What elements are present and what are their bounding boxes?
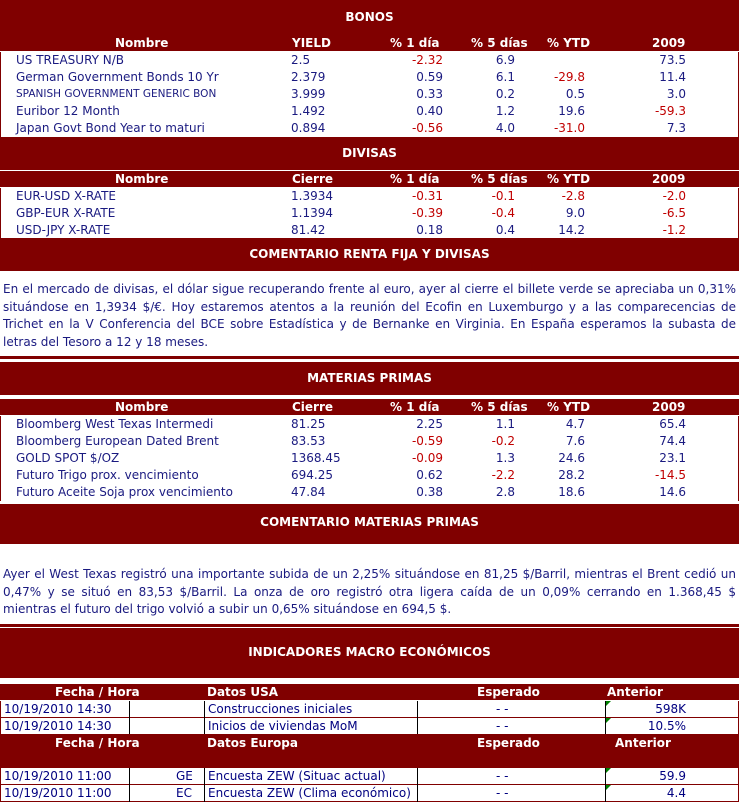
cell-name: GOLD SPOT $/OZ [16,451,120,465]
cell-v4: 14.2 [558,223,585,237]
col-ytd: % YTD [547,400,591,414]
divisas-header-row [0,171,739,187]
comment-marker-icon [606,785,611,790]
cell-divider [204,785,205,802]
cell-v5: -2.0 [662,189,686,203]
table-row [0,433,739,450]
cell-fecha: 10/19/2010 11:00 [4,769,112,783]
cell-v3: -2.2 [491,468,515,482]
cell-v2: 0.38 [416,485,443,499]
col-cierre: Cierre [292,400,334,414]
cell-v1: 1.1394 [291,206,333,220]
cell-v1: 2.379 [291,70,326,84]
cell-dato: Encuesta ZEW (Clima económico) [208,786,411,800]
cell-v2: 0.62 [416,468,443,482]
cell-divider [417,701,418,718]
cell-v4: -2.8 [561,189,585,203]
comentario-renta-text: En el mercado de divisas, el dólar sigue recuperando frente al euro, ayer al cierre el billete verde se apreciaba un 0,31% situándose en 1,3934 $/€. Hoy estaremos atentos a la reunión del Ecofin en Luxemburgo y a las comparecencias de Trichet en la V Conferencia del BCE sobre Estadística y de Bernanke en Virginia. En España esperamos la subasta de letras del Tesoro a 12 y 18 meses. [3,282,736,349]
cell-v1: 81.25 [291,417,326,431]
cell-v4: 7.6 [565,434,585,448]
col-cierre: Cierre [292,172,334,186]
cell-v4: -29.8 [553,70,585,84]
cell-v5: -59.3 [654,104,686,118]
cell-v5: 65.4 [659,417,686,431]
divisas-title-band: DIVISAS [0,137,739,170]
macro-title-band: INDICADORES MACRO ECONÓMICOS [0,628,739,678]
col-1dia: % 1 día [390,172,440,186]
cell-v1: 1.492 [291,104,326,118]
cell-v2: 0.59 [416,70,443,84]
table-row [0,205,739,222]
cell-anterior: 598K [655,702,686,716]
cell-v4: 24.6 [558,451,585,465]
macro-usa-header-row [0,684,739,700]
section-separator [0,624,739,627]
cell-v2: 2.25 [416,417,443,431]
col-anterior: Anterior [615,736,671,750]
col-ytd: % YTD [547,36,591,50]
cell-anterior: 4.4 [666,786,686,800]
cell-v5: 23.1 [659,451,686,465]
cell-v5: -1.2 [662,223,686,237]
cell-v3: 2.8 [495,485,515,499]
cell-v2: -2.32 [411,53,443,67]
cell-dato: Inicios de viviendas MoM [208,719,358,733]
cell-name: Euribor 12 Month [16,104,120,118]
table-row [0,416,739,433]
cell-pais: GE [176,769,193,783]
col-2009: 2009 [652,36,686,50]
cell-pais: EC [176,786,192,800]
col-5dias: % 5 días [471,36,528,50]
comment-marker-icon [606,718,611,723]
cell-divider [204,718,205,735]
cell-v2: -0.39 [411,206,443,220]
col-ytd: % YTD [547,172,591,186]
cell-dato: Construcciones iniciales [208,702,353,716]
cell-v5: -14.5 [654,468,686,482]
cell-v1: 81.42 [291,223,326,237]
cell-v3: -0.1 [491,189,515,203]
cell-v3: -0.2 [491,434,515,448]
cell-v4: 18.6 [558,485,585,499]
cell-v5: 14.6 [659,485,686,499]
table-row [0,103,739,120]
table-row [0,69,739,86]
col-yield: YIELD [292,36,331,50]
table-row [0,120,739,137]
cell-v4: 4.7 [565,417,585,431]
cell-name: Futuro Aceite Soja prox vencimiento [16,485,233,499]
cell-divider [129,768,130,785]
cell-name: GBP-EUR X-RATE [16,206,116,220]
cell-v2: 0.18 [416,223,443,237]
comentario-materias-text: Ayer el West Texas registró una importante subida de un 2,25% situándose en 81,25 $/Barril, mientras el Brent cedió un 0,47% y se situó en 83,53 $/Barril. La onza de oro registró otra ligera caída de un 0,09% cerrando en 1.368,45 $ mientras el futuro del trigo volvió a subir un 0,65% situándose en 694,5 $. [3,567,736,616]
macro-row [0,785,739,802]
macro-row [0,701,739,718]
cell-dato: Encuesta ZEW (Situac actual) [208,769,386,783]
col-2009: 2009 [652,172,686,186]
cell-v3: 6.9 [495,53,515,67]
table-row [0,86,739,103]
col-1dia: % 1 día [390,400,440,414]
cell-name: USD-JPY X-RATE [16,223,111,237]
cell-v1: 694.25 [291,468,333,482]
cell-v4: 28.2 [558,468,585,482]
col-2009: 2009 [652,400,686,414]
cell-v5: -6.5 [662,206,686,220]
comentario-renta-title-band: COMENTARIO RENTA FIJA Y DIVISAS [0,238,739,271]
cell-divider [129,718,130,735]
cell-v4: 9.0 [565,206,585,220]
comentario-materias-title-band: COMENTARIO MATERIAS PRIMAS [0,504,739,544]
table-row [0,450,739,467]
cell-v5: 73.5 [659,53,686,67]
cell-v2: -0.56 [411,121,443,135]
cell-v2: -0.09 [411,451,443,465]
cell-v1: 47.84 [291,485,326,499]
cell-v1: 2.5 [291,53,311,67]
comment-marker-icon [606,768,611,773]
cell-v3: -0.4 [491,206,515,220]
col-nombre: Nombre [115,172,169,186]
cell-divider [129,785,130,802]
cell-v3: 0.2 [495,87,515,101]
cell-fecha: 10/19/2010 14:30 [4,719,112,733]
cell-v3: 1.3 [495,451,515,465]
cell-divider [417,785,418,802]
cell-v4: 19.6 [558,104,585,118]
col-anterior: Anterior [607,685,663,699]
table-row [0,467,739,484]
comment-marker-icon [606,701,611,706]
cell-v2: -0.31 [411,189,443,203]
section-separator [0,356,739,359]
cell-fecha: 10/19/2010 14:30 [4,702,112,716]
cell-divider [204,701,205,718]
table-row [0,188,739,205]
cell-v1: 1.3934 [291,189,333,203]
cell-v5: 7.3 [666,121,686,135]
cell-name: US TREASURY N/B [16,53,125,67]
cell-name: SPANISH GOVERNMENT GENERIC BON [16,88,217,100]
cell-anterior: 10.5% [647,719,686,733]
bonos-title-band: BONOS [0,0,739,35]
cell-v5: 3.0 [666,87,686,101]
cell-v1: 83.53 [291,434,326,448]
cell-divider [417,768,418,785]
col-5dias: % 5 días [471,172,528,186]
macro-eu-header-row [0,734,739,768]
cell-v3: 1.2 [495,104,515,118]
cell-v1: 1368.45 [291,451,341,465]
col-fecha: Fecha / Hora [55,685,140,699]
cell-name: Futuro Trigo prox. vencimiento [16,468,199,482]
bonos-header-row [0,35,739,51]
cell-v5: 11.4 [659,70,686,84]
cell-esperado: - - [496,769,509,783]
col-esperado: Esperado [477,736,540,750]
cell-v3: 0.4 [495,223,515,237]
cell-name: Japan Govt Bond Year to maturi [16,121,205,135]
cell-v2: 0.33 [416,87,443,101]
col-nombre: Nombre [115,400,169,414]
cell-name: Bloomberg West Texas Intermedi [16,417,214,431]
col-nombre: Nombre [115,36,169,50]
cell-name: German Government Bonds 10 Yr [16,70,219,84]
cell-name: EUR-USD X-RATE [16,189,116,203]
cell-v2: -0.59 [411,434,443,448]
table-row [0,484,739,501]
materias-title-band: MATERIAS PRIMAS [0,362,739,395]
cell-v1: 0.894 [291,121,326,135]
cell-v5: 74.4 [659,434,686,448]
macro-row [0,768,739,785]
cell-divider [417,718,418,735]
col-datos-europa: Datos Europa [207,736,298,750]
cell-esperado: - - [496,786,509,800]
col-datos-usa: Datos USA [207,685,279,699]
col-5dias: % 5 días [471,400,528,414]
table-row [0,52,739,69]
cell-name: Bloomberg European Dated Brent [16,434,219,448]
cell-divider [129,701,130,718]
col-esperado: Esperado [477,685,540,699]
cell-esperado: - - [496,702,509,716]
cell-divider [204,768,205,785]
materias-header-row [0,399,739,415]
cell-anterior: 59.9 [659,769,686,783]
col-fecha: Fecha / Hora [55,736,140,750]
col-1dia: % 1 día [390,36,440,50]
cell-v3: 1.1 [495,417,515,431]
table-row [0,222,739,239]
cell-v1: 3.999 [291,87,326,101]
cell-esperado: - - [496,719,509,733]
cell-v4: -31.0 [553,121,585,135]
macro-row [0,718,739,735]
cell-v4: 0.5 [565,87,585,101]
cell-v2: 0.40 [416,104,443,118]
cell-v3: 4.0 [495,121,515,135]
cell-fecha: 10/19/2010 11:00 [4,786,112,800]
cell-v3: 6.1 [495,70,515,84]
